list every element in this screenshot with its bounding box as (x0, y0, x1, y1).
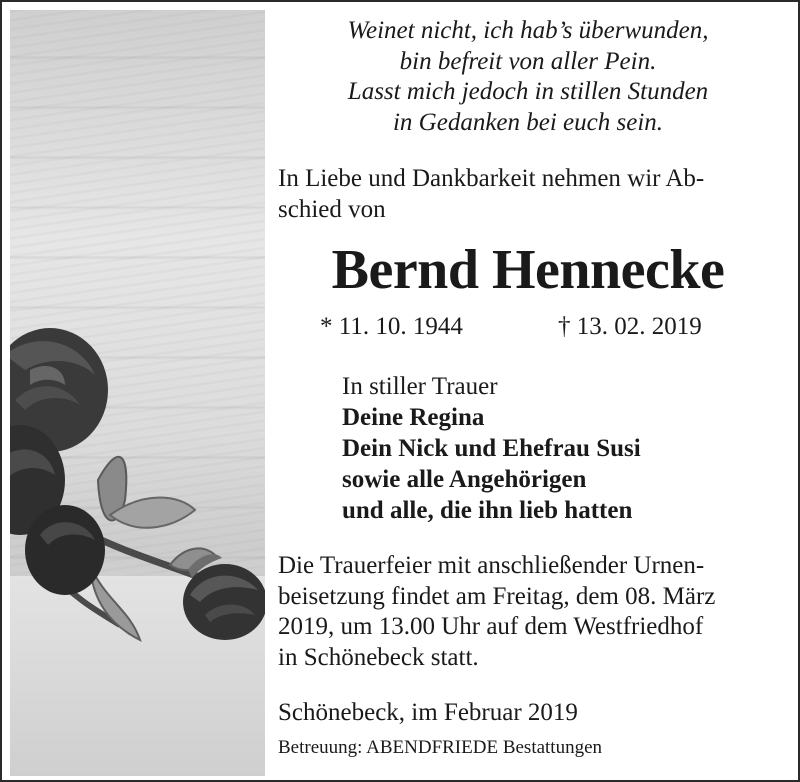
roses-illustration (10, 10, 265, 776)
funeral-line: Die Trauerfeier mit anschließender Urnen- (278, 552, 705, 579)
life-dates (278, 313, 778, 347)
death-date: † 13. 02. 2019 (558, 313, 702, 340)
place-date: Schönebeck, im Februar 2019 (278, 699, 578, 726)
funeral-line: 2019, um 13.00 Uhr auf dem Westfriedhof (278, 613, 704, 640)
intro-line: schied von (278, 196, 386, 223)
poem (278, 16, 778, 138)
poem-line: bin befreit von aller Pein. (399, 47, 657, 75)
mourner-name: und alle, die ihn lieb hatten (342, 497, 633, 524)
funeral-line: in Schönebeck statt. (278, 643, 479, 671)
mourner-name: sowie alle Angehörigen (342, 466, 587, 493)
rose-photo (10, 10, 265, 776)
deceased-name: Bernd Hennecke (331, 239, 725, 301)
funeral-line: beisetzung findet am Freitag, dem 08. März (278, 582, 716, 610)
mourner-name: Dein Nick und Ehefrau Susi (342, 435, 641, 462)
funeral-notice (278, 551, 778, 673)
intro-line: In Liebe und Dankbarkeit nehmen wir Ab- (278, 165, 705, 192)
mourners-heading: In stiller Trauer (342, 373, 498, 400)
undertaker: Betreuung: ABENDFRIEDE Bestattungen (278, 737, 603, 758)
birth-date: * 11. 10. 1944 (320, 313, 463, 340)
mourners (342, 371, 778, 526)
poem-line: in Gedanken bei euch sein. (392, 108, 664, 136)
intro-text (278, 163, 778, 225)
mourner-name: Deine Regina (342, 404, 485, 431)
obituary-text (278, 16, 778, 760)
poem-line: Lasst mich jedoch in stillen Stunden (347, 78, 709, 105)
poem-line: Weinet nicht, ich hab’s überwunden, (347, 17, 709, 44)
